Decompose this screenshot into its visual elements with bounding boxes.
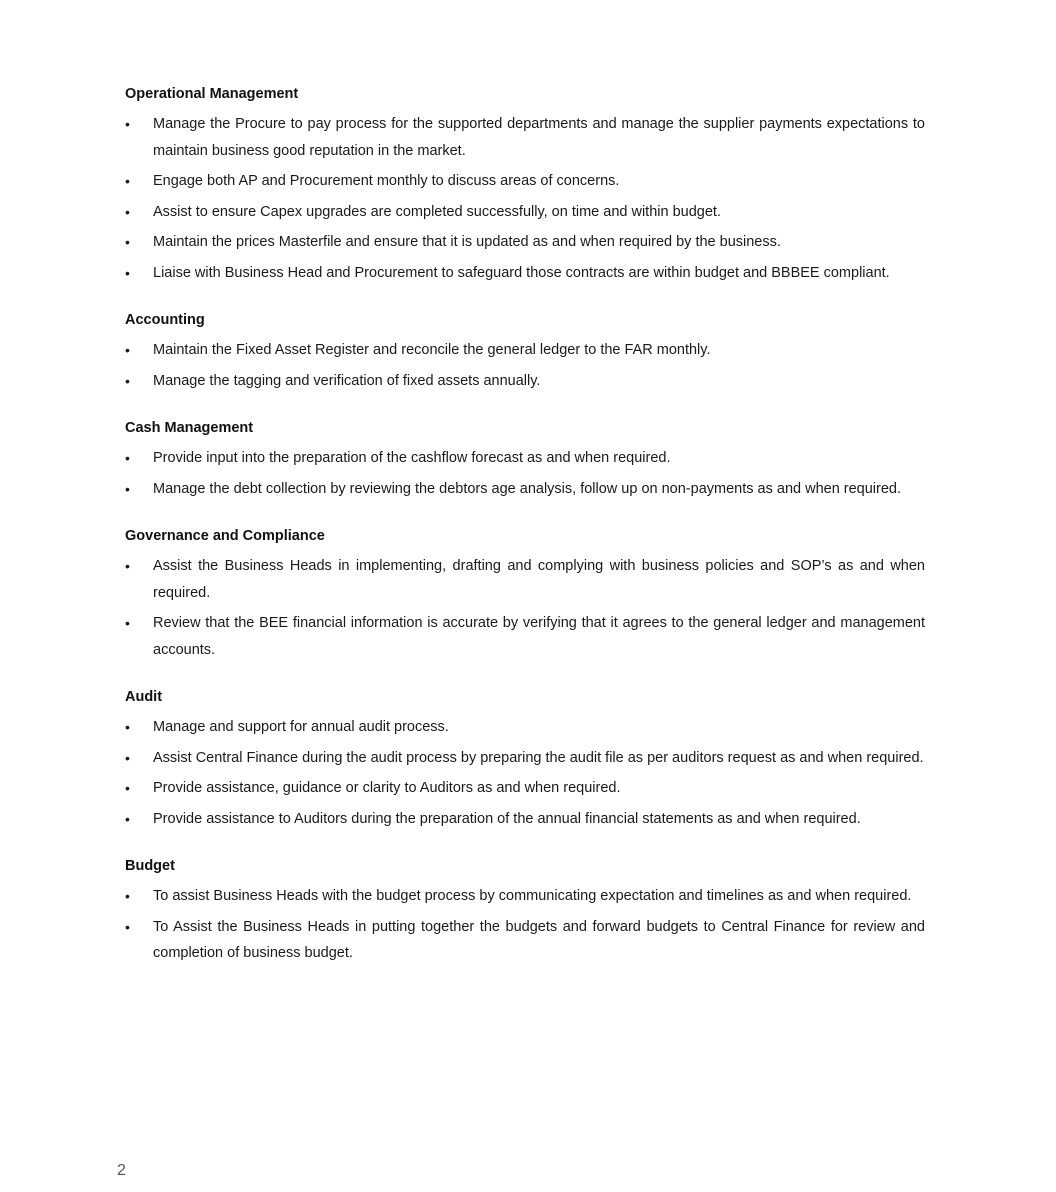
bullet-icon: • bbox=[125, 173, 130, 189]
list-item bbox=[125, 199, 925, 226]
section-heading: Budget bbox=[125, 858, 175, 874]
section bbox=[125, 84, 925, 286]
section-heading: Audit bbox=[125, 689, 163, 705]
document-body bbox=[125, 84, 925, 991]
section-heading: Accounting bbox=[125, 312, 205, 328]
bullet-icon: • bbox=[125, 264, 130, 281]
section bbox=[125, 856, 925, 967]
bullet-icon: • bbox=[125, 918, 130, 935]
bullet-icon: • bbox=[125, 780, 130, 796]
list-item-text: Maintain the prices Masterfile and ensure that it is updated as and when required by the business. bbox=[153, 234, 781, 250]
bullet-icon: • bbox=[125, 234, 130, 250]
list-item bbox=[125, 111, 925, 164]
bullet-list bbox=[125, 553, 925, 663]
list-item-text: Liaise with Business Head and Procurement to safeguard those contracts are within budget and BBBEE compliant. bbox=[153, 264, 890, 281]
bullet-icon: • bbox=[125, 888, 130, 904]
bullet-icon: • bbox=[125, 480, 130, 497]
list-item-text: Assist to ensure Capex upgrades are completed successfully, on time and within budget. bbox=[153, 203, 721, 220]
list-item bbox=[125, 775, 925, 802]
list-item bbox=[125, 368, 925, 395]
bullet-list bbox=[125, 445, 925, 502]
bullet-icon: • bbox=[125, 719, 130, 735]
bullet-list bbox=[125, 337, 925, 394]
list-item bbox=[125, 553, 925, 606]
bullet-icon: • bbox=[125, 749, 130, 766]
section bbox=[125, 526, 925, 663]
bullet-list bbox=[125, 111, 925, 286]
list-item-text: Manage the debt collection by reviewing the debtors age analysis, follow up on non-payments as and when required. bbox=[153, 480, 902, 497]
list-item-text: Manage the Procure to pay process for the supported departments and manage the supplier payments expectations to maintain business good reputation in the market. bbox=[153, 116, 925, 159]
list-item-text: Maintain the Fixed Asset Register and reconcile the general ledger to the FAR monthly. bbox=[153, 342, 711, 358]
list-item-text: Provide assistance to Auditors during the preparation of the annual financial statements as and when required. bbox=[153, 810, 861, 827]
bullet-icon: • bbox=[125, 116, 130, 132]
list-item bbox=[125, 168, 925, 195]
section bbox=[125, 310, 925, 394]
bullet-icon: • bbox=[125, 342, 130, 358]
list-item bbox=[125, 806, 925, 833]
bullet-icon: • bbox=[125, 203, 130, 220]
list-item bbox=[125, 337, 925, 364]
list-item-text: Assist Central Finance during the audit process by preparing the audit file as per auditors request as and when required. bbox=[153, 749, 924, 766]
list-item-text: Provide input into the preparation of the cashflow forecast as and when required. bbox=[153, 450, 671, 466]
list-item-text: To assist Business Heads with the budget process by communicating expectation and timelines as and when required. bbox=[153, 888, 912, 904]
bullet-icon: • bbox=[125, 372, 130, 389]
list-item-text: To Assist the Business Heads in putting together the budgets and forward budgets to Central Finance for review and completion of business budget. bbox=[153, 918, 925, 961]
list-item-text: Manage and support for annual audit process. bbox=[153, 719, 449, 735]
list-item bbox=[125, 914, 925, 967]
list-item-text: Engage both AP and Procurement monthly to discuss areas of concerns. bbox=[153, 173, 620, 189]
list-item bbox=[125, 883, 925, 910]
list-item-text: Review that the BEE financial information is accurate by verifying that it agrees to the general ledger and management accounts. bbox=[153, 615, 925, 658]
bullet-icon: • bbox=[125, 615, 130, 631]
list-item bbox=[125, 476, 925, 503]
list-item-text: Provide assistance, guidance or clarity to Auditors as and when required. bbox=[153, 780, 621, 796]
list-item bbox=[125, 445, 925, 472]
list-item-text: Manage the tagging and verification of fixed assets annually. bbox=[153, 372, 541, 389]
page-number: 2 bbox=[117, 1162, 126, 1179]
bullet-list bbox=[125, 883, 925, 967]
section bbox=[125, 418, 925, 502]
bullet-list bbox=[125, 714, 925, 832]
bullet-icon: • bbox=[125, 810, 130, 827]
list-item bbox=[125, 745, 925, 772]
list-item bbox=[125, 610, 925, 663]
section-heading: Cash Management bbox=[125, 420, 254, 436]
section-heading: Operational Management bbox=[125, 86, 299, 102]
section-heading: Governance and Compliance bbox=[125, 528, 325, 544]
bullet-icon: • bbox=[125, 450, 130, 466]
bullet-icon: • bbox=[125, 558, 130, 574]
section bbox=[125, 687, 925, 832]
list-item bbox=[125, 714, 925, 741]
list-item bbox=[125, 229, 925, 256]
list-item-text: Assist the Business Heads in implementing, drafting and complying with business policies and SOP’s as and when required. bbox=[153, 558, 925, 601]
list-item bbox=[125, 260, 925, 287]
